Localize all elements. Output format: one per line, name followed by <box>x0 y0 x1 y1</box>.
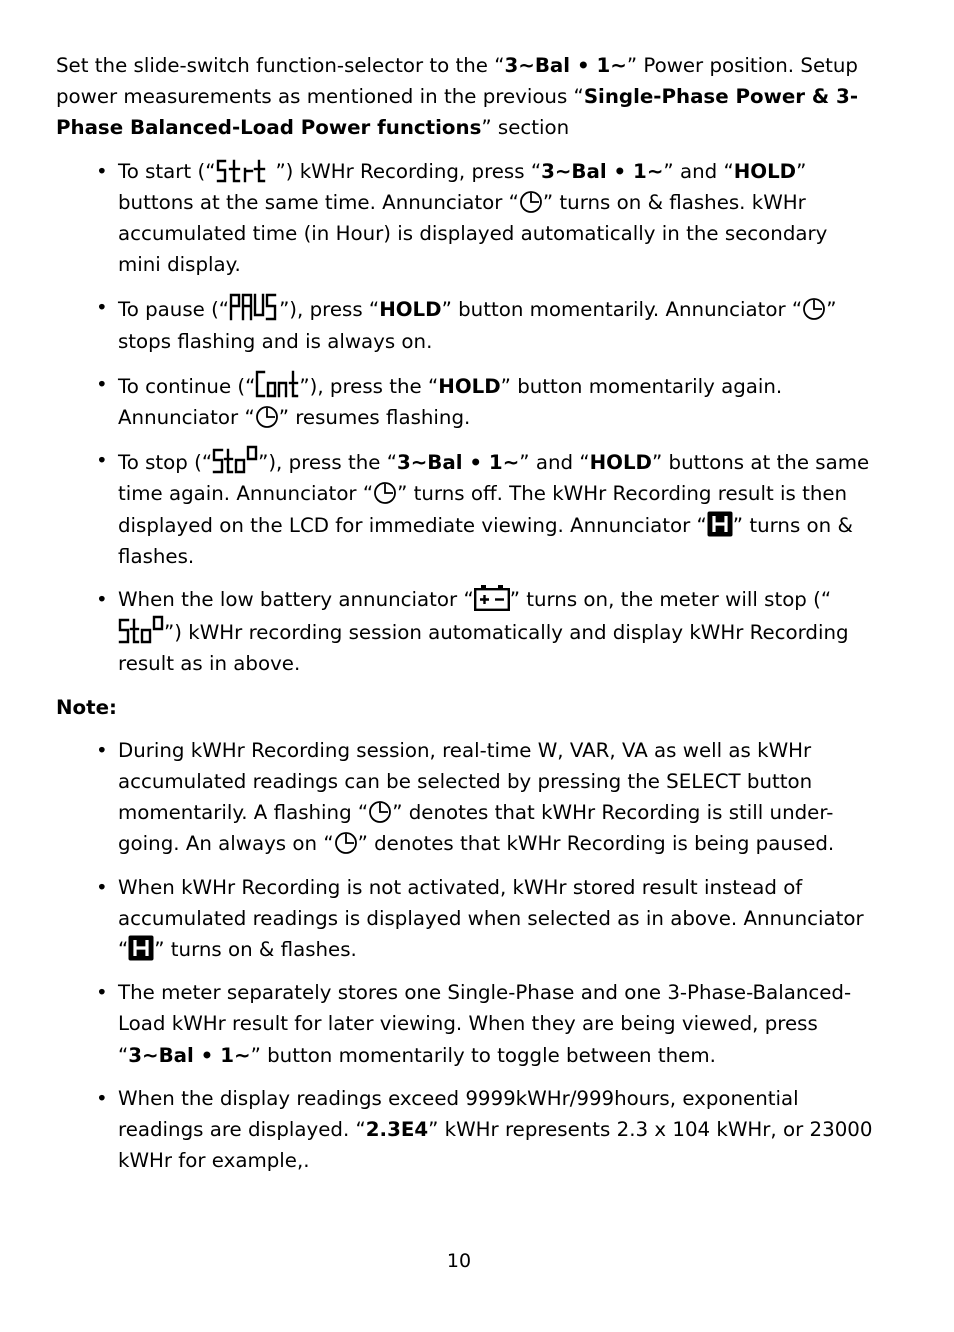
bullet: • <box>96 738 108 762</box>
battery-icon <box>474 585 510 611</box>
switch-label: 3~Bal • 1~ <box>396 451 520 475</box>
item-text: ”) kWHr Recording, press “ <box>275 159 542 183</box>
note-text: ” turns on & flashes. <box>154 938 357 962</box>
item-text: ” button momentarily. Annunciator “ <box>441 298 803 322</box>
item-text: ” buttons at the same time again. Annunciator “ <box>118 451 870 506</box>
item-text: ” button momentarily again. Annunciator “ <box>118 374 783 430</box>
switch-label: 3~Bal • 1~ <box>128 1043 251 1067</box>
bullet: • <box>96 588 108 612</box>
procedure-list <box>56 156 876 680</box>
item-text: To stop (“ <box>118 451 213 475</box>
note-item-not-activated <box>56 872 876 966</box>
lcd-strt-icon <box>215 158 275 184</box>
item-text: ” and “ <box>663 159 734 183</box>
bullet: • <box>96 159 108 183</box>
bullet: • <box>96 875 108 899</box>
bullet: • <box>96 449 108 473</box>
clock-icon <box>519 190 543 214</box>
item-text: When the low battery annunciator “ <box>118 588 474 612</box>
exponential-example: 2.3E4 <box>365 1118 429 1142</box>
note-item-stored-results <box>56 977 876 1071</box>
bullet: • <box>96 296 108 320</box>
lcd-stop-icon <box>118 615 164 645</box>
hold-button-label: HOLD <box>589 451 652 475</box>
intro-paragraph <box>56 50 876 144</box>
document-body <box>56 50 876 1189</box>
note-item-exponential <box>56 1083 876 1177</box>
list-item-pause <box>56 292 876 356</box>
note-text: During kWHr Recording session, real-time W, VAR, VA as well as kWHr accumulated readings can be selected by pressing the SELECT button momentarily. A flashing “ <box>118 738 813 825</box>
clock-icon <box>334 831 358 855</box>
item-text: ” resumes flashing. <box>278 406 471 430</box>
bullet: • <box>96 981 108 1005</box>
list-item-low-battery <box>56 584 876 680</box>
intro-switch-label: 3~Bal • 1~ <box>504 54 627 77</box>
note-text: When kWHr Recording is not activated, kWHr stored result instead of accumulated readings is displayed when selected as in above. Annunciator “ <box>118 875 864 962</box>
note-text: The meter separately stores one Single-Phase and one 3-Phase-Balanced-Load kWHr result for later viewing. When they are being viewed, press “ <box>118 981 852 1067</box>
item-text: ” turns off. The kWHr Recording result is then displayed on the LCD for immediate viewing. Annunciator “ <box>118 482 848 537</box>
bullet: • <box>96 1086 108 1110</box>
clock-icon <box>373 481 397 505</box>
hold-button-label: HOLD <box>733 159 797 183</box>
hold-button-label: HOLD <box>438 374 501 398</box>
note-text: ” denotes that kWHr Recording is still under-going. An always on “ <box>118 801 834 856</box>
intro-text: Set the slide-switch function-selector to the “ <box>56 54 505 77</box>
item-text: To pause (“ <box>118 298 230 322</box>
clock-icon <box>802 297 826 321</box>
note-text: When the display readings exceed 9999kWHr/999hours, exponential readings are displayed. “ <box>118 1086 799 1142</box>
switch-label: 3~Bal • 1~ <box>541 159 664 183</box>
lcd-cont-icon <box>255 369 299 399</box>
bullet: • <box>96 372 108 396</box>
note-text: ” denotes that kWHr Recording is being paused. <box>357 832 835 856</box>
item-text: To continue (“ <box>118 374 256 398</box>
item-text: ”), press the “ <box>258 451 397 475</box>
intro-text: ” section <box>481 116 570 140</box>
item-text: ” turns on & flashes. kWHr accumulated time (in Hour) is displayed automatically in the secondary mini display. <box>118 190 828 277</box>
item-text: ” and “ <box>519 451 590 475</box>
item-text: ”), press the “ <box>299 374 439 398</box>
item-text: To start (“ <box>118 159 216 183</box>
intro-text: ” Power position. Setup power measurements as mentioned in the previous “ <box>56 54 858 109</box>
note-text: ” button momentarily to toggle between them. <box>250 1043 716 1067</box>
lcd-stop-icon <box>212 445 258 475</box>
note-heading: Note: <box>56 695 117 719</box>
item-text: ” buttons at the same time. Annunciator “ <box>118 159 807 214</box>
clock-icon <box>368 800 392 824</box>
item-text: ”) kWHr recording session automatically and display kWHr Recording result as in above. <box>118 621 849 676</box>
item-text: ” stops flashing and is always on. <box>118 298 837 353</box>
page-number: 10 <box>446 1250 472 1272</box>
hold-h-icon <box>707 511 733 537</box>
note-list <box>56 735 876 1177</box>
item-text: ” turns on & flashes. <box>118 513 853 568</box>
clock-icon <box>255 405 279 429</box>
list-item-continue <box>56 369 876 433</box>
note-item-recording-session <box>56 735 876 860</box>
hold-h-icon <box>128 935 154 961</box>
lcd-paus-icon <box>229 292 279 322</box>
list-item-stop <box>56 445 876 572</box>
item-text: ” turns on, the meter will stop (“ <box>509 588 832 612</box>
list-item-start <box>56 156 876 281</box>
intro-section-ref: Single-Phase Power & 3-Phase Balanced-Load Power functions <box>56 85 859 140</box>
hold-button-label: HOLD <box>379 298 442 322</box>
note-text: ” kWHr represents 2.3 x 104 kWHr, or 23000 kWHr for example,. <box>118 1118 873 1173</box>
item-text: ”), press “ <box>279 298 380 322</box>
